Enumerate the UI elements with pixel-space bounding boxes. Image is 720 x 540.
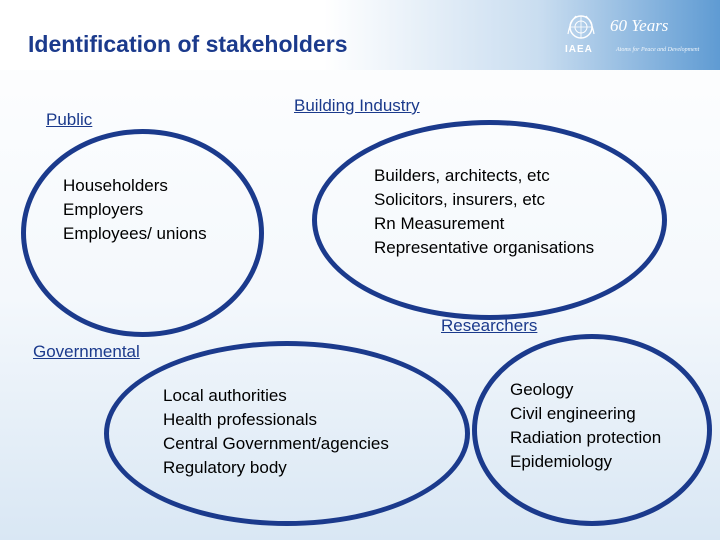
group-label-governmental: Governmental — [33, 342, 140, 361]
member-item: Local authorities — [163, 386, 287, 405]
member-item: Regulatory body — [163, 458, 287, 477]
member-item: Solicitors, insurers, etc — [374, 190, 545, 209]
group-members-public — [63, 174, 207, 246]
slide-title: Identification of stakeholders — [28, 31, 348, 57]
logo-tagline-text: Atoms for Peace and Development — [616, 47, 700, 53]
group-label-researchers: Researchers — [441, 316, 538, 335]
member-item: Employers — [63, 200, 144, 219]
member-item: Health professionals — [163, 410, 318, 429]
member-item: Rn Measurement — [374, 214, 505, 233]
un-emblem-icon — [566, 12, 596, 42]
logo-org-text: IAEA — [565, 44, 593, 55]
group-members-researchers — [510, 378, 661, 474]
member-item: Geology — [510, 380, 574, 399]
member-item: Central Government/agencies — [163, 434, 389, 453]
member-item: Householders — [63, 176, 168, 195]
group-members-governmental — [163, 384, 389, 480]
member-item: Employees/ unions — [63, 224, 207, 243]
member-item: Representative organisations — [374, 238, 595, 257]
logo-years-text: 60 Years — [610, 16, 669, 35]
group-label-public: Public — [46, 110, 93, 129]
group-members-building-industry — [374, 164, 594, 260]
group-label-building-industry: Building Industry — [294, 96, 420, 115]
member-item: Epidemiology — [510, 452, 613, 471]
member-item: Civil engineering — [510, 404, 636, 423]
member-item: Builders, architects, etc — [374, 166, 550, 185]
iaea-60-years-logo — [560, 10, 710, 60]
member-item: Radiation protection — [510, 428, 662, 447]
